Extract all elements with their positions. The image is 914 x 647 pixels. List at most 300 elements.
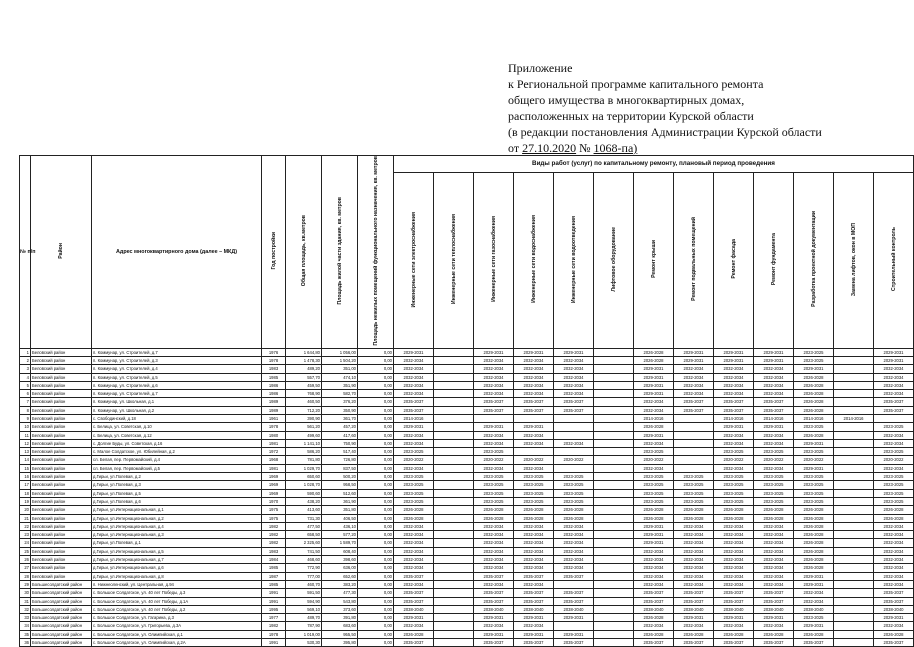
row-address: д.Гирьи, ул.Интернациональная, д.1: [92, 506, 262, 514]
row-work-period: [554, 431, 594, 439]
row-work-period: 2032-2034: [754, 556, 794, 564]
row-year: 1970: [262, 497, 286, 505]
row-work-period: [834, 481, 874, 489]
row-district: Беловский район: [31, 556, 92, 564]
row-district: Большесолдатский район: [31, 597, 92, 605]
row-work-period: 2032-2034: [714, 439, 754, 447]
row-work-period: 2035-2037: [754, 589, 794, 597]
row-work-period: 2032-2034: [754, 572, 794, 580]
row-work-period: [834, 506, 874, 514]
row-work-period: 2032-2034: [874, 580, 914, 588]
row-area-total: 460,70: [286, 580, 322, 588]
row-work-period: [594, 373, 634, 381]
row-work-period: 2020-2022: [394, 456, 434, 464]
row-number: 19: [20, 497, 31, 505]
row-work-period: [434, 522, 474, 530]
row-work-period: 2035-2037: [474, 572, 514, 580]
row-work-period: 2032-2034: [754, 564, 794, 572]
row-area-living: 955,50: [322, 630, 358, 638]
row-work-period: 2032-2034: [474, 622, 514, 630]
row-work-period: 2026-2028: [794, 539, 834, 547]
row-year: 1986: [262, 390, 286, 398]
row-work-period: 2032-2034: [474, 439, 514, 447]
row-work-period: 2032-2034: [714, 622, 754, 630]
row-work-period: 2035-2037: [674, 597, 714, 605]
row-year: 1989: [262, 398, 286, 406]
row-work-period: 2032-2034: [474, 531, 514, 539]
row-work-period: 2026-2028: [794, 373, 834, 381]
row-work-period: 2032-2034: [634, 556, 674, 564]
row-work-period: [834, 448, 874, 456]
row-area-total: 561,20: [286, 423, 322, 431]
row-area-living: 577,20: [322, 531, 358, 539]
row-work-period: [434, 497, 474, 505]
row-work-period: 2032-2034: [674, 373, 714, 381]
row-work-period: 2029-2031: [474, 630, 514, 638]
row-work-period: 2038-2040: [514, 605, 554, 613]
row-work-period: [674, 415, 714, 423]
row-work-period: 2032-2034: [474, 365, 514, 373]
row-work-period: 2035-2037: [394, 639, 434, 647]
row-work-period: [434, 356, 474, 364]
table-row: [20, 456, 914, 464]
row-work-period: [834, 497, 874, 505]
row-work-period: 2032-2034: [874, 373, 914, 381]
row-area-nonres: 0,00: [358, 431, 394, 439]
row-work-period: 2032-2034: [634, 464, 674, 472]
row-work-period: 2023-2025: [474, 489, 514, 497]
row-work-period: [594, 464, 634, 472]
row-work-period: 2035-2037: [554, 406, 594, 414]
row-work-period: 2029-2031: [474, 348, 514, 356]
row-area-total: 530,30: [286, 639, 322, 647]
row-work-period: 2035-2037: [714, 398, 754, 406]
row-work-period: 2035-2037: [474, 398, 514, 406]
row-number: 2: [20, 356, 31, 364]
row-work-period: 2032-2034: [474, 431, 514, 439]
row-area-total: 460,50: [286, 398, 322, 406]
row-number: 23: [20, 531, 31, 539]
row-work-period: 2023-2025: [874, 497, 914, 505]
row-district: Беловский район: [31, 365, 92, 373]
row-address: д.Гирьи, ул.Интернациональная, д.2: [92, 514, 262, 522]
col-work-11: Замена лифтов, окон в МОП: [834, 172, 874, 348]
row-work-period: [434, 630, 474, 638]
row-work-period: 2032-2034: [394, 580, 434, 588]
row-work-period: 2020-2022: [794, 456, 834, 464]
row-district: Беловский район: [31, 489, 92, 497]
table-row: [20, 639, 914, 647]
row-address: п. Коммунар, ул. Строителей, д.5: [92, 373, 262, 381]
row-year: 1977: [262, 614, 286, 622]
row-year: 1969: [262, 489, 286, 497]
row-work-period: 2023-2025: [754, 481, 794, 489]
row-work-period: 2032-2034: [474, 539, 514, 547]
row-work-period: 2029-2031: [394, 348, 434, 356]
row-work-period: 2032-2034: [714, 531, 754, 539]
row-work-period: 2032-2034: [514, 431, 554, 439]
row-area-living: 1 056,00: [322, 348, 358, 356]
row-district: Беловский район: [31, 497, 92, 505]
row-work-period: 2029-2031: [554, 614, 594, 622]
row-address: с. Большое Солдатское, ул. Григорьева, д.3А: [92, 622, 262, 630]
row-work-period: 2032-2034: [754, 373, 794, 381]
row-area-nonres: 0,00: [358, 539, 394, 547]
row-address: с. Большое Солдатское, ул. 40 лет Победы, д.3: [92, 589, 262, 597]
row-area-living: 652,60: [322, 572, 358, 580]
row-work-period: 2032-2034: [474, 547, 514, 555]
row-work-period: 2032-2034: [714, 580, 754, 588]
row-area-living: 750,90: [322, 439, 358, 447]
row-area-nonres: 0,00: [358, 365, 394, 373]
row-work-period: 2032-2034: [514, 390, 554, 398]
row-work-period: 2029-2031: [674, 356, 714, 364]
row-work-period: [594, 522, 634, 530]
row-work-period: 2023-2025: [474, 481, 514, 489]
row-work-period: 2032-2034: [674, 381, 714, 389]
row-district: Беловский район: [31, 514, 92, 522]
row-area-total: 594,90: [286, 597, 322, 605]
row-work-period: 2032-2034: [394, 439, 434, 447]
row-work-period: 2029-2031: [514, 348, 554, 356]
row-work-period: 2023-2025: [394, 497, 434, 505]
row-work-period: 2026-2028: [794, 522, 834, 530]
row-year: 1981: [262, 464, 286, 472]
row-work-period: [594, 547, 634, 555]
resolution-number: 1068-па): [593, 141, 638, 155]
row-work-period: 2032-2034: [394, 431, 434, 439]
row-area-nonres: 0,00: [358, 630, 394, 638]
row-work-period: 2032-2034: [874, 547, 914, 555]
col-work-5: Лифтовое оборудование: [594, 172, 634, 348]
row-year: 1978: [262, 356, 286, 364]
row-area-total: 489,20: [286, 365, 322, 373]
row-work-period: 2032-2034: [394, 464, 434, 472]
row-work-period: 2029-2031: [794, 464, 834, 472]
row-work-period: 2032-2034: [514, 564, 554, 572]
row-work-period: 2026-2028: [394, 514, 434, 522]
table-row: [20, 356, 914, 364]
row-number: 14: [20, 456, 31, 464]
row-work-period: 2026-2028: [794, 556, 834, 564]
row-work-period: [594, 365, 634, 373]
row-work-period: 2029-2031: [634, 531, 674, 539]
row-work-period: 2029-2031: [554, 630, 594, 638]
row-district: Беловский район: [31, 547, 92, 555]
row-work-period: [674, 464, 714, 472]
row-area-total: 731,30: [286, 514, 322, 522]
row-area-living: 683,60: [322, 622, 358, 630]
row-work-period: [594, 514, 634, 522]
row-district: Беловский район: [31, 473, 92, 481]
row-district: Беловский район: [31, 564, 92, 572]
row-year: 1969: [262, 481, 286, 489]
row-area-total: 557,70: [286, 373, 322, 381]
col-work-6: Ремонт крыши: [634, 172, 674, 348]
row-work-period: [594, 381, 634, 389]
row-area-nonres: 0,00: [358, 481, 394, 489]
row-work-period: 2032-2034: [514, 531, 554, 539]
row-work-period: [834, 522, 874, 530]
row-work-period: 2014-2016: [834, 415, 874, 423]
row-work-period: 2032-2034: [874, 431, 914, 439]
row-work-period: 2032-2034: [514, 381, 554, 389]
row-work-period: 2038-2040: [794, 605, 834, 613]
row-work-period: 2014-2016: [714, 415, 754, 423]
row-work-period: 2029-2031: [794, 580, 834, 588]
row-work-period: [674, 448, 714, 456]
row-work-period: 2023-2025: [794, 481, 834, 489]
col-work-7: Ремонт подвальных помещений: [674, 172, 714, 348]
row-work-period: 2026-2028: [634, 630, 674, 638]
row-district: Беловский район: [31, 373, 92, 381]
row-work-period: [594, 348, 634, 356]
row-address: п. Коммунар, ул. Школьная, д.1: [92, 398, 262, 406]
row-work-period: 2032-2034: [514, 539, 554, 547]
row-district: Большесолдатский район: [31, 630, 92, 638]
row-work-period: 2023-2025: [794, 423, 834, 431]
row-work-period: 2023-2025: [674, 481, 714, 489]
row-year: 1985: [262, 373, 286, 381]
row-address: д.Гирьи, ул.Полевая, д.1: [92, 539, 262, 547]
row-area-nonres: 0,00: [358, 415, 394, 423]
col-year: Год постройки: [262, 156, 286, 349]
row-work-period: 2014-2016: [754, 415, 794, 423]
row-area-nonres: 0,00: [358, 564, 394, 572]
row-number: 20: [20, 506, 31, 514]
row-area-nonres: 0,00: [358, 614, 394, 622]
row-number: 1: [20, 348, 31, 356]
row-area-total: 459,50: [286, 381, 322, 389]
table-row: [20, 531, 914, 539]
row-work-period: 2026-2028: [794, 390, 834, 398]
row-area-total: 1 141,10: [286, 439, 322, 447]
row-work-period: 2032-2034: [674, 622, 714, 630]
row-work-period: 2026-2028: [794, 564, 834, 572]
row-work-period: 2023-2025: [874, 448, 914, 456]
row-work-period: 2023-2025: [754, 448, 794, 456]
row-work-period: [594, 473, 634, 481]
row-district: Большесолдатский район: [31, 605, 92, 613]
row-work-period: [834, 614, 874, 622]
row-work-period: 2035-2037: [874, 639, 914, 647]
row-work-period: [474, 415, 514, 423]
header-line-5: (в редакции постановления Администрации Курской области: [508, 125, 822, 139]
row-area-living: 406,50: [322, 514, 358, 522]
row-work-period: [834, 572, 874, 580]
row-area-total: 658,50: [286, 531, 322, 539]
row-area-living: 376,20: [322, 398, 358, 406]
row-district: Беловский район: [31, 506, 92, 514]
row-work-period: 2032-2034: [714, 547, 754, 555]
row-area-total: 590,60: [286, 489, 322, 497]
row-work-period: 2026-2028: [714, 514, 754, 522]
row-work-period: [434, 597, 474, 605]
row-area-living: 582,70: [322, 390, 358, 398]
row-area-total: 1 644,80: [286, 348, 322, 356]
row-work-period: [434, 448, 474, 456]
row-year: 1983: [262, 365, 286, 373]
row-work-period: 2032-2034: [674, 539, 714, 547]
row-work-period: 2035-2037: [514, 406, 554, 414]
row-work-period: [594, 423, 634, 431]
row-number: 33: [20, 614, 31, 622]
row-work-period: 2035-2037: [674, 398, 714, 406]
row-work-period: 2032-2034: [754, 522, 794, 530]
col-area-living: Площадь жилой части здания, кв. метров: [322, 156, 358, 349]
row-number: 3: [20, 365, 31, 373]
row-district: Большесолдатский район: [31, 580, 92, 588]
row-work-period: 2035-2037: [514, 639, 554, 647]
row-work-period: 2026-2028: [794, 398, 834, 406]
row-work-period: 2023-2025: [714, 489, 754, 497]
row-work-period: [434, 390, 474, 398]
row-area-total: 1 478,30: [286, 356, 322, 364]
row-work-period: 2035-2037: [554, 398, 594, 406]
table-row: [20, 564, 914, 572]
row-area-nonres: 0,00: [358, 556, 394, 564]
row-work-period: 2023-2025: [874, 489, 914, 497]
row-work-period: 2032-2034: [874, 439, 914, 447]
row-work-period: [514, 415, 554, 423]
row-area-total: 777,00: [286, 572, 322, 580]
row-work-period: 2032-2034: [714, 464, 754, 472]
table-row: [20, 431, 914, 439]
row-work-period: [554, 415, 594, 423]
row-work-period: 2032-2034: [754, 531, 794, 539]
row-work-period: 2032-2034: [874, 572, 914, 580]
row-work-period: 2035-2037: [474, 406, 514, 414]
row-work-period: [594, 497, 634, 505]
row-work-period: 2032-2034: [514, 547, 554, 555]
row-work-period: 2032-2034: [754, 439, 794, 447]
row-work-period: [434, 514, 474, 522]
row-district: Беловский район: [31, 348, 92, 356]
row-work-period: 2032-2034: [554, 539, 594, 547]
row-address: п. Коммунар, ул. Строителей, д.3: [92, 356, 262, 364]
row-address: д.Гирьи, ул.Полевая, д.6: [92, 497, 262, 505]
row-work-period: 2035-2037: [754, 398, 794, 406]
row-work-period: 2035-2037: [514, 597, 554, 605]
row-address: п. Коммунар, ул. Школьная, д.2: [92, 406, 262, 414]
row-work-period: 2032-2034: [514, 365, 554, 373]
row-work-period: 2032-2034: [674, 572, 714, 580]
row-work-period: [874, 415, 914, 423]
row-number: 10: [20, 423, 31, 431]
row-work-period: 2032-2034: [714, 365, 754, 373]
row-work-period: 2029-2031: [514, 423, 554, 431]
row-work-period: [434, 639, 474, 647]
row-area-nonres: 0,00: [358, 406, 394, 414]
row-work-period: 2023-2025: [554, 473, 594, 481]
row-work-period: 2035-2037: [874, 398, 914, 406]
row-district: Беловский район: [31, 464, 92, 472]
table-row: [20, 580, 914, 588]
row-area-total: 468,60: [286, 556, 322, 564]
col-work-0: Инженерные сети электроснабжения: [394, 172, 434, 348]
row-work-period: 2023-2025: [794, 356, 834, 364]
row-work-period: [434, 605, 474, 613]
row-area-nonres: 0,00: [358, 456, 394, 464]
row-work-period: 2032-2034: [514, 373, 554, 381]
row-work-period: 2026-2028: [634, 614, 674, 622]
row-work-period: 2032-2034: [394, 556, 434, 564]
row-year: 1985: [262, 564, 286, 572]
row-work-period: 2032-2034: [754, 464, 794, 472]
table-row: [20, 539, 914, 547]
row-area-living: 351,90: [322, 381, 358, 389]
row-work-period: 2026-2028: [794, 514, 834, 522]
row-work-period: 2032-2034: [394, 381, 434, 389]
row-work-period: [834, 373, 874, 381]
row-work-period: 2032-2034: [394, 356, 434, 364]
row-work-period: 2032-2034: [474, 356, 514, 364]
row-district: Беловский район: [31, 423, 92, 431]
row-address: д.Гирьи, ул.Интернациональная, д.3: [92, 531, 262, 539]
row-work-period: [434, 348, 474, 356]
row-work-period: [594, 390, 634, 398]
row-number: 22: [20, 522, 31, 530]
row-work-period: 2020-2022: [514, 456, 554, 464]
row-number: 18: [20, 489, 31, 497]
row-year: 1975: [262, 506, 286, 514]
row-work-period: 2026-2028: [634, 514, 674, 522]
table-row: [20, 572, 914, 580]
row-number: 12: [20, 439, 31, 447]
row-address: д.Гирьи, ул.Интернациональная, д.4: [92, 522, 262, 530]
row-work-period: [834, 630, 874, 638]
row-work-period: [834, 456, 874, 464]
col-area-nonres: Площадь нежилых помещений функционального назначения, кв. метров: [358, 156, 394, 349]
row-work-period: 2023-2025: [394, 473, 434, 481]
row-work-period: 2035-2037: [634, 589, 674, 597]
row-address: с. Свободинский, д.18: [92, 415, 262, 423]
row-area-living: 457,20: [322, 423, 358, 431]
row-area-total: 650,60: [286, 473, 322, 481]
row-address: с. Большое Солдатское, ул. Олимпийская, д.2А: [92, 639, 262, 647]
row-work-period: 2032-2034: [714, 564, 754, 572]
row-work-period: 2035-2037: [554, 589, 594, 597]
row-address: сл. Белая, пер. Первомайский, д.4: [92, 456, 262, 464]
row-work-period: 2032-2034: [554, 522, 594, 530]
row-area-living: 391,80: [322, 614, 358, 622]
row-work-period: [434, 381, 474, 389]
row-work-period: [834, 423, 874, 431]
col-work-3: Инженерные сети водоснабжения: [514, 172, 554, 348]
table-row: [20, 622, 914, 630]
row-district: Беловский район: [31, 572, 92, 580]
row-work-period: 2032-2034: [794, 589, 834, 597]
row-work-period: [514, 448, 554, 456]
row-work-period: 2032-2034: [634, 622, 674, 630]
row-work-period: 2026-2028: [754, 506, 794, 514]
row-work-period: [834, 556, 874, 564]
row-work-period: 2032-2034: [874, 464, 914, 472]
row-district: Беловский район: [31, 439, 92, 447]
row-work-period: 2035-2037: [554, 639, 594, 647]
row-work-period: 2035-2037: [554, 597, 594, 605]
row-work-period: 2023-2025: [794, 473, 834, 481]
row-work-period: 2023-2025: [514, 489, 554, 497]
row-area-living: 837,50: [322, 464, 358, 472]
row-area-total: 477,50: [286, 522, 322, 530]
table-row: [20, 348, 914, 356]
row-address: п. Коммунар, ул. Строителей, д.7: [92, 390, 262, 398]
row-work-period: 2032-2034: [674, 580, 714, 588]
row-work-period: [434, 539, 474, 547]
row-year: 1972: [262, 448, 286, 456]
row-work-period: 2032-2034: [754, 390, 794, 398]
